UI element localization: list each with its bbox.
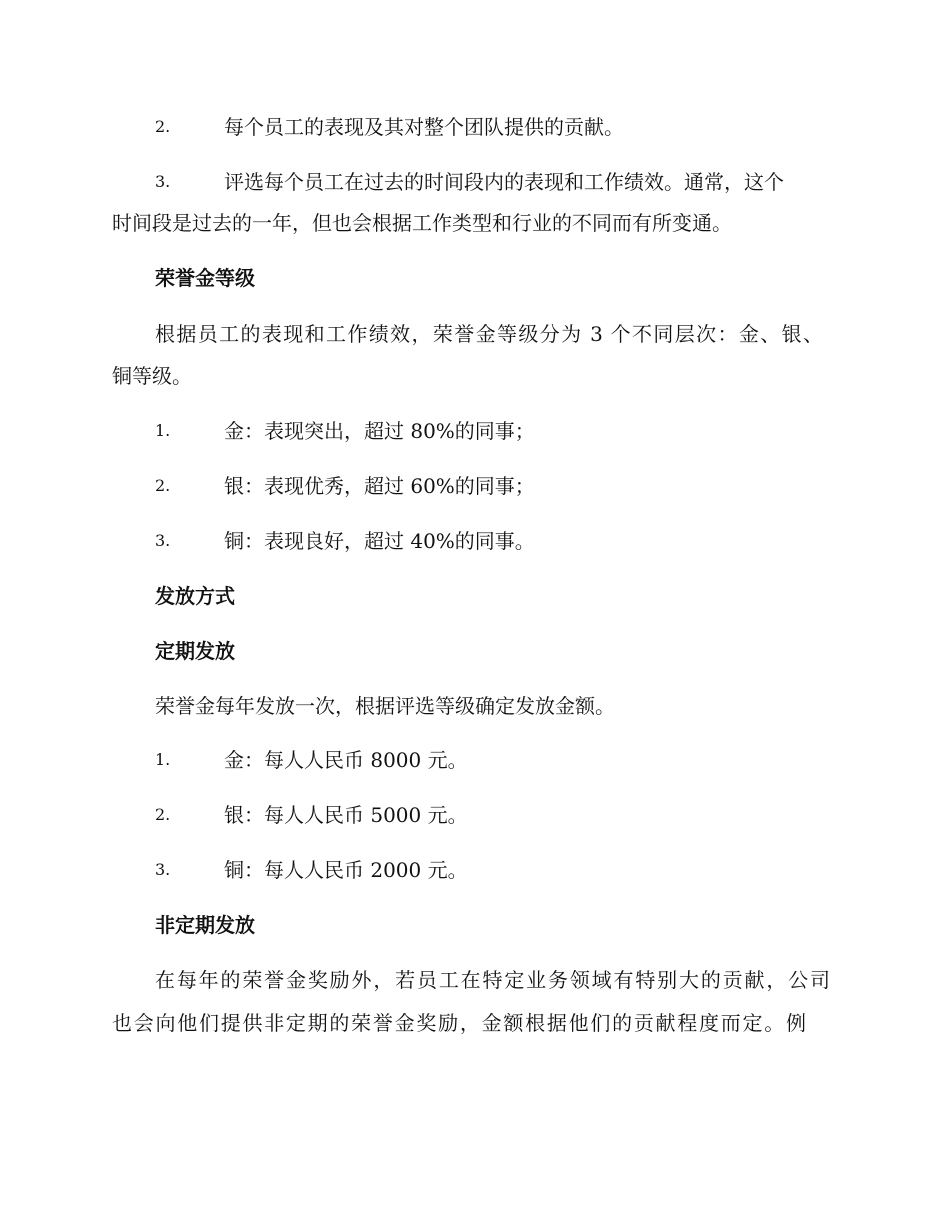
list-item-text: 金：表现突出，超过 80%的同事； bbox=[224, 419, 535, 443]
list-number: 1. bbox=[155, 421, 171, 440]
list-number: 2. bbox=[155, 805, 171, 824]
subsection-heading: 非定期发放 bbox=[155, 913, 255, 937]
list-item-text: 金：每人人民币 8000 元。 bbox=[224, 748, 468, 772]
list-item-text: 每个员工的表现及其对整个团队提供的贡献。 bbox=[224, 115, 624, 139]
section-heading: 发放方式 bbox=[155, 584, 235, 608]
list-item-text: 铜：表现良好，超过 40%的同事。 bbox=[224, 529, 535, 553]
list-number: 3. bbox=[155, 172, 171, 191]
list-number: 2. bbox=[155, 476, 171, 495]
list-item-text: 银：表现优秀，超过 60%的同事； bbox=[224, 474, 535, 498]
paragraph-line: 时间段是过去的一年，但也会根据工作类型和行业的不同而有所变通。 bbox=[112, 211, 732, 235]
subsection-heading: 定期发放 bbox=[155, 639, 235, 663]
list-item-text: 银：每人人民币 5000 元。 bbox=[224, 803, 468, 827]
list-number: 2. bbox=[155, 117, 171, 136]
list-item-text: 评选每个员工在过去的时间段内的表现和工作绩效。通常，这个 bbox=[224, 170, 784, 194]
list-number: 3. bbox=[155, 860, 171, 879]
paragraph-line: 根据员工的表现和工作绩效，荣誉金等级分为 3 个不同层次：金、银、 bbox=[155, 322, 823, 346]
list-number: 1. bbox=[155, 750, 171, 769]
paragraph-line: 也会向他们提供非定期的荣誉金奖励，金额根据他们的贡献程度而定。例 bbox=[112, 1011, 806, 1035]
list-number: 3. bbox=[155, 531, 171, 550]
paragraph-line: 在每年的荣誉金奖励外，若员工在特定业务领域有特别大的贡献，公司 bbox=[155, 968, 830, 992]
list-item-text: 铜：每人人民币 2000 元。 bbox=[224, 858, 468, 882]
paragraph-line: 荣誉金每年发放一次，根据评选等级确定发放金额。 bbox=[155, 694, 615, 718]
paragraph-line: 铜等级。 bbox=[112, 364, 192, 388]
section-heading: 荣誉金等级 bbox=[155, 266, 255, 290]
